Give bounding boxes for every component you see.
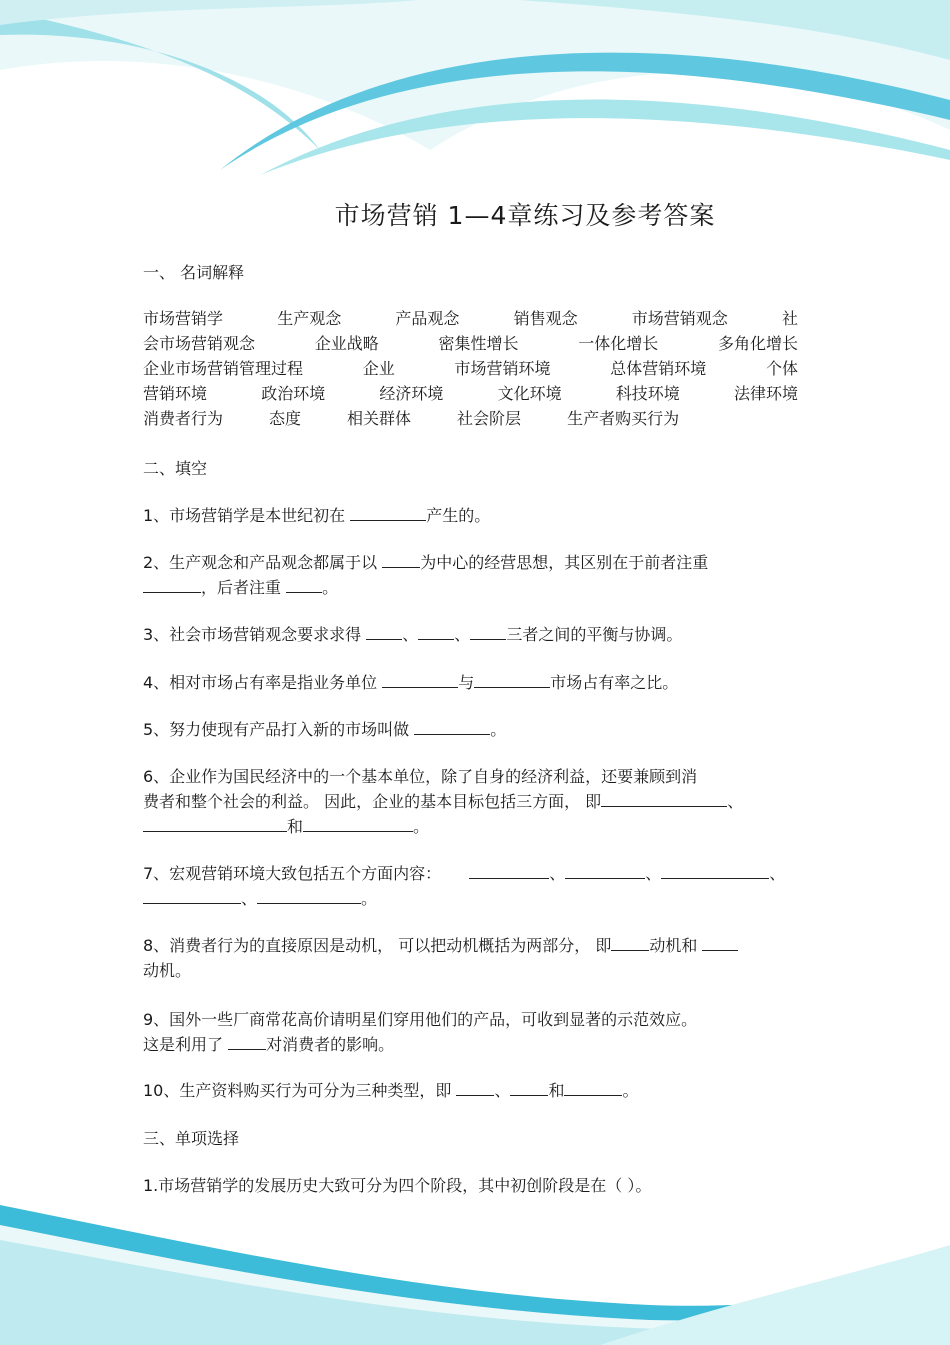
question-10 bbox=[143, 1078, 813, 1103]
question-7 bbox=[143, 861, 813, 911]
answer-blank bbox=[382, 671, 458, 688]
term: 会市场营销观念 bbox=[143, 334, 256, 353]
term: 法律环境 bbox=[733, 384, 798, 403]
answer-blank bbox=[228, 1033, 266, 1050]
separator: 、 bbox=[454, 625, 471, 644]
term: 总体营销环境 bbox=[610, 359, 707, 378]
section-heading-terms: 一、 名词解释 bbox=[143, 263, 245, 282]
q3-text-a: 3、社会市场营销观念要求求得 bbox=[143, 625, 367, 644]
q4-text-b: 与 bbox=[458, 673, 475, 692]
answer-blank bbox=[143, 815, 287, 832]
section-heading-choice: 三、单项选择 bbox=[143, 1129, 240, 1148]
q6-text-c: 和 bbox=[287, 817, 304, 836]
q8-text-b: 动机和 bbox=[649, 936, 703, 955]
question-9 bbox=[143, 1007, 813, 1057]
answer-blank bbox=[143, 887, 241, 904]
answer-blank bbox=[414, 718, 490, 735]
separator: 、 bbox=[645, 864, 662, 883]
answer-blank bbox=[564, 1079, 622, 1096]
terms-row bbox=[143, 381, 798, 406]
term: 文化环境 bbox=[497, 384, 562, 403]
term: 一体化增长 bbox=[578, 334, 659, 353]
answer-blank bbox=[510, 1079, 548, 1096]
terms-row bbox=[143, 356, 798, 381]
term: 生产观念 bbox=[277, 309, 342, 328]
separator: 、 bbox=[494, 1081, 511, 1100]
term: 多角化增长 bbox=[717, 334, 798, 353]
q9-text-a: 9、国外一些厂商常花高价请明星们穿用他们的产品，可收到显著的示范效应。 bbox=[143, 1010, 698, 1029]
separator: 、 bbox=[769, 864, 786, 883]
answer-blank bbox=[303, 815, 413, 832]
terms-row bbox=[143, 406, 798, 431]
term: 消费者行为 bbox=[143, 409, 224, 428]
term: 产品观念 bbox=[395, 309, 460, 328]
term: 市场营销观念 bbox=[631, 309, 728, 328]
term: 密集性增长 bbox=[438, 334, 519, 353]
term: 政治环境 bbox=[261, 384, 326, 403]
q7-text-a: 7、宏观营销环境大致包括五个方面内容： bbox=[143, 864, 442, 883]
answer-blank bbox=[382, 551, 420, 568]
answer-blank bbox=[143, 576, 201, 593]
q3-text-b: 三者之间的平衡与协调。 bbox=[506, 625, 683, 644]
page-title: 市场营销 1—4章练习及参考答案 bbox=[334, 201, 716, 230]
bottom-wave-decoration bbox=[0, 1185, 950, 1345]
q4-text-a: 4、相对市场占有率是指业务单位 bbox=[143, 673, 383, 692]
term: 社 bbox=[781, 309, 798, 328]
answer-blank bbox=[366, 623, 402, 640]
answer-blank bbox=[286, 576, 322, 593]
question-6 bbox=[143, 764, 813, 839]
answer-blank bbox=[257, 887, 361, 904]
q2-text-d: 。 bbox=[322, 578, 339, 597]
q2-text-c: ，后者注重 bbox=[201, 578, 287, 597]
q10-text-c: 。 bbox=[622, 1081, 639, 1100]
q2-text-a: 2、生产观念和产品观念都属于以 bbox=[143, 553, 383, 572]
q8-text-a: 8、消费者行为的直接原因是动机， 可以把动机概括为两部分， 即 bbox=[143, 936, 612, 955]
term: 企业战略 bbox=[314, 334, 379, 353]
terms-block bbox=[143, 306, 798, 431]
question-3 bbox=[143, 622, 813, 647]
term: 相关群体 bbox=[347, 409, 412, 428]
question-5 bbox=[143, 717, 813, 742]
term: 态度 bbox=[269, 409, 302, 428]
term: 企业市场营销管理过程 bbox=[143, 359, 304, 378]
answer-blank bbox=[702, 934, 738, 951]
question-1 bbox=[143, 503, 813, 528]
q1-text-b: 产生的。 bbox=[426, 506, 491, 525]
answer-blank bbox=[474, 671, 550, 688]
term: 科技环境 bbox=[615, 384, 680, 403]
answer-blank bbox=[456, 1079, 494, 1096]
answer-blank bbox=[611, 934, 649, 951]
q9-text-c: 对消费者的影响。 bbox=[266, 1035, 395, 1054]
term: 营销环境 bbox=[143, 384, 208, 403]
answer-blank bbox=[565, 862, 645, 879]
separator: 、 bbox=[402, 625, 419, 644]
separator: 、 bbox=[727, 792, 744, 811]
term: 市场营销环境 bbox=[454, 359, 551, 378]
answer-blank bbox=[661, 862, 769, 879]
term: 销售观念 bbox=[513, 309, 578, 328]
separator: 、 bbox=[549, 864, 566, 883]
term: 市场营销学 bbox=[143, 309, 224, 328]
question-8 bbox=[143, 933, 813, 983]
q2-text-b: 为中心的经营思想，其区别在于前者注重 bbox=[420, 553, 709, 572]
q10-text-b: 和 bbox=[548, 1081, 565, 1100]
answer-blank bbox=[350, 504, 426, 521]
q4-text-c: 市场占有率之比。 bbox=[550, 673, 679, 692]
answer-blank bbox=[601, 790, 727, 807]
term: 社会阶层 bbox=[457, 409, 522, 428]
q6-text-d: 。 bbox=[413, 817, 430, 836]
q8-text-c: 动机。 bbox=[143, 961, 192, 980]
q10-text-a: 10、生产资料购买行为可分为三种类型，即 bbox=[143, 1081, 457, 1100]
q6-text-b: 费者和整个社会的利益。 因此，企业的基本目标包括三方面， 即 bbox=[143, 792, 602, 811]
term: 个体 bbox=[765, 359, 798, 378]
question-2 bbox=[143, 550, 813, 600]
terms-row bbox=[143, 306, 798, 331]
terms-row bbox=[143, 331, 798, 356]
term: 生产者购买行为 bbox=[567, 409, 680, 428]
answer-blank bbox=[418, 623, 454, 640]
q1-text-a: 1、市场营销学是本世纪初在 bbox=[143, 506, 351, 525]
q9-text-b: 这是利用了 bbox=[143, 1035, 229, 1054]
top-wave-decoration bbox=[0, 0, 950, 200]
q5-text-b: 。 bbox=[490, 720, 507, 739]
choice-question-1: 1.市场营销学的发展历史大致可分为四个阶段，其中初创阶段是在（ ）。 bbox=[143, 1176, 652, 1195]
separator: 、 bbox=[241, 889, 258, 908]
q6-text-a: 6、企业作为国民经济中的一个基本单位，除了自身的经济利益，还要兼顾到消 bbox=[143, 767, 698, 786]
term: 企业 bbox=[362, 359, 395, 378]
answer-blank bbox=[470, 623, 506, 640]
section-heading-fill: 二、填空 bbox=[143, 459, 208, 478]
question-4 bbox=[143, 670, 813, 695]
q7-end: 。 bbox=[361, 889, 378, 908]
q5-text-a: 5、努力使现有产品打入新的市场叫做 bbox=[143, 720, 415, 739]
term: 经济环境 bbox=[379, 384, 444, 403]
answer-blank bbox=[469, 862, 549, 879]
